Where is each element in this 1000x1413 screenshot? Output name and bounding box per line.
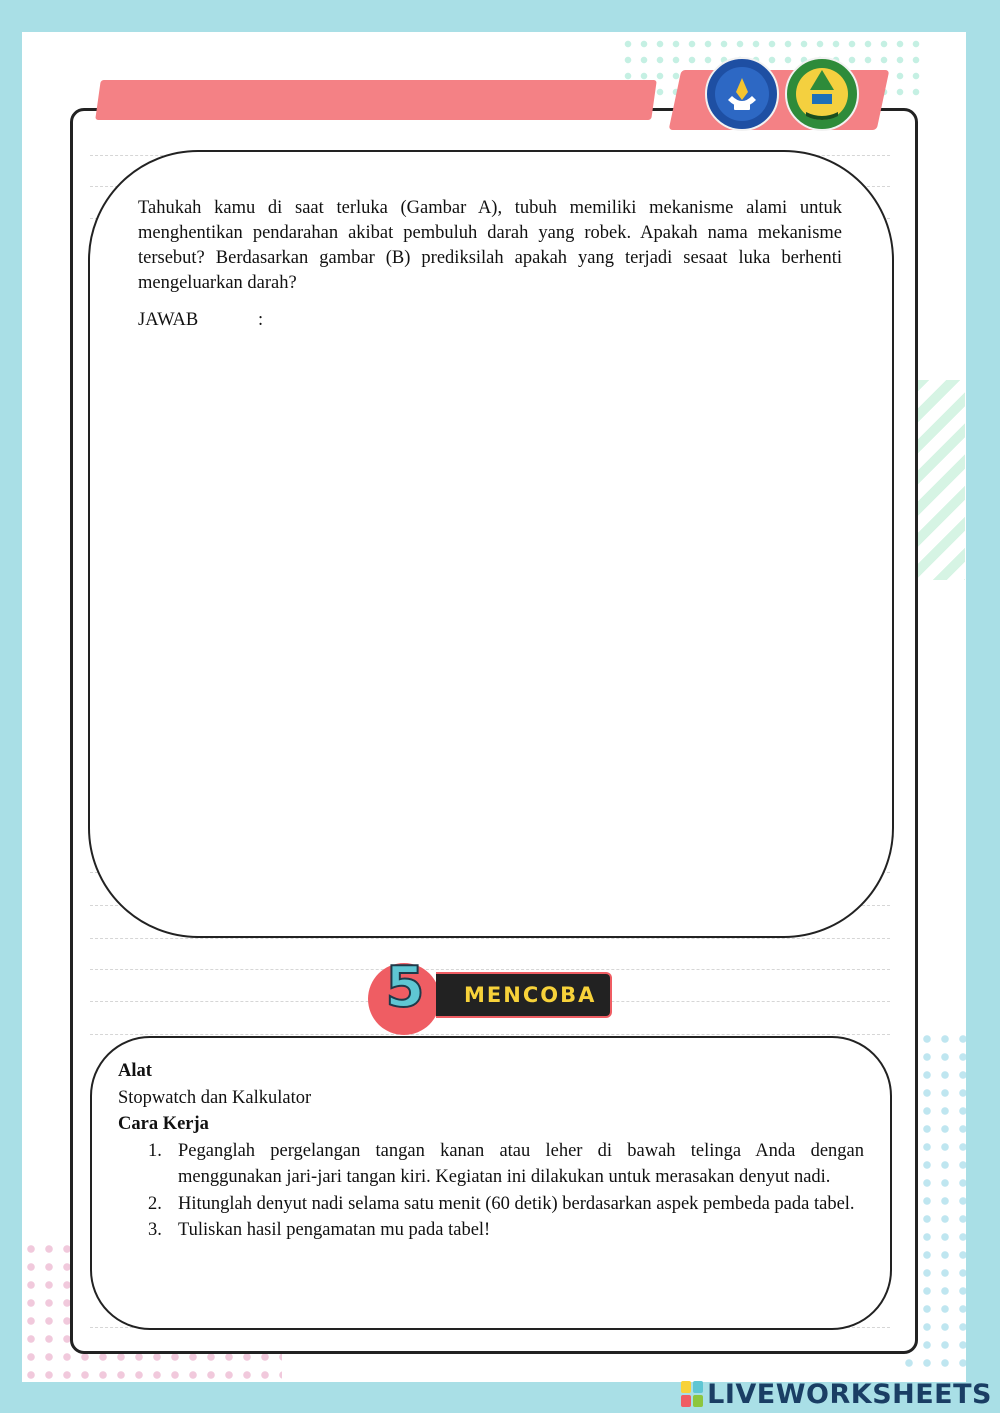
list-item [118, 1138, 864, 1191]
steps-heading: Cara Kerja [118, 1114, 209, 1134]
ruled-line [90, 1034, 890, 1035]
header-ribbon [95, 80, 657, 120]
ruled-line [90, 938, 890, 939]
answer-input-area[interactable] [130, 345, 850, 905]
list-item [118, 1217, 864, 1244]
tools-text: Stopwatch dan Kalkulator [118, 1087, 312, 1108]
answer-label-row [138, 310, 264, 331]
brand-name: LIVEWORKSHEETS [707, 1378, 992, 1410]
answer-label: JAWAB [138, 310, 199, 330]
decorative-stripes [915, 380, 965, 580]
steps-list [118, 1138, 864, 1244]
section-number: 5 [385, 955, 423, 1020]
procedure-content [118, 1058, 864, 1244]
liveworksheets-brand[interactable] [681, 1377, 992, 1411]
question-text: Tahukah kamu di saat terluka (Gambar A), tubuh memiliki mekanisme alami untuk menghentikan pendarahan akibat pembuluh darah yang robek. Apakah nama mekanisme tersebut? Berdasarkan gambar (B) prediksilah apakah yang terjadi sesaat luka berhenti mengeluarkan darah? [138, 198, 842, 293]
ruled-line [90, 969, 890, 970]
step-number: 1. [148, 1140, 162, 1161]
section-title: MENCOBA [464, 983, 597, 1007]
step-number: 2. [148, 1193, 162, 1214]
ministry-logo [704, 56, 780, 132]
step-text: Peganglah pergelangan tangan kanan atau leher di bawah telinga Anda dengan menggunakan jari-jari tangan kiri. Kegiatan ini dilakukan untuk merasakan denyut nadi. [178, 1140, 864, 1187]
tools-heading: Alat [118, 1061, 152, 1081]
answer-colon: : [258, 310, 264, 330]
step-text: Tuliskan hasil pengamatan mu pada tabel! [178, 1220, 491, 1240]
liveworksheets-logo-icon [681, 1381, 703, 1407]
university-logo [784, 56, 860, 132]
step-number: 3. [148, 1220, 162, 1240]
step-text: Hitunglah denyut nadi selama satu menit (60 detik) berdasarkan aspek pembeda pada tabel. [178, 1193, 855, 1214]
list-item [118, 1191, 864, 1218]
